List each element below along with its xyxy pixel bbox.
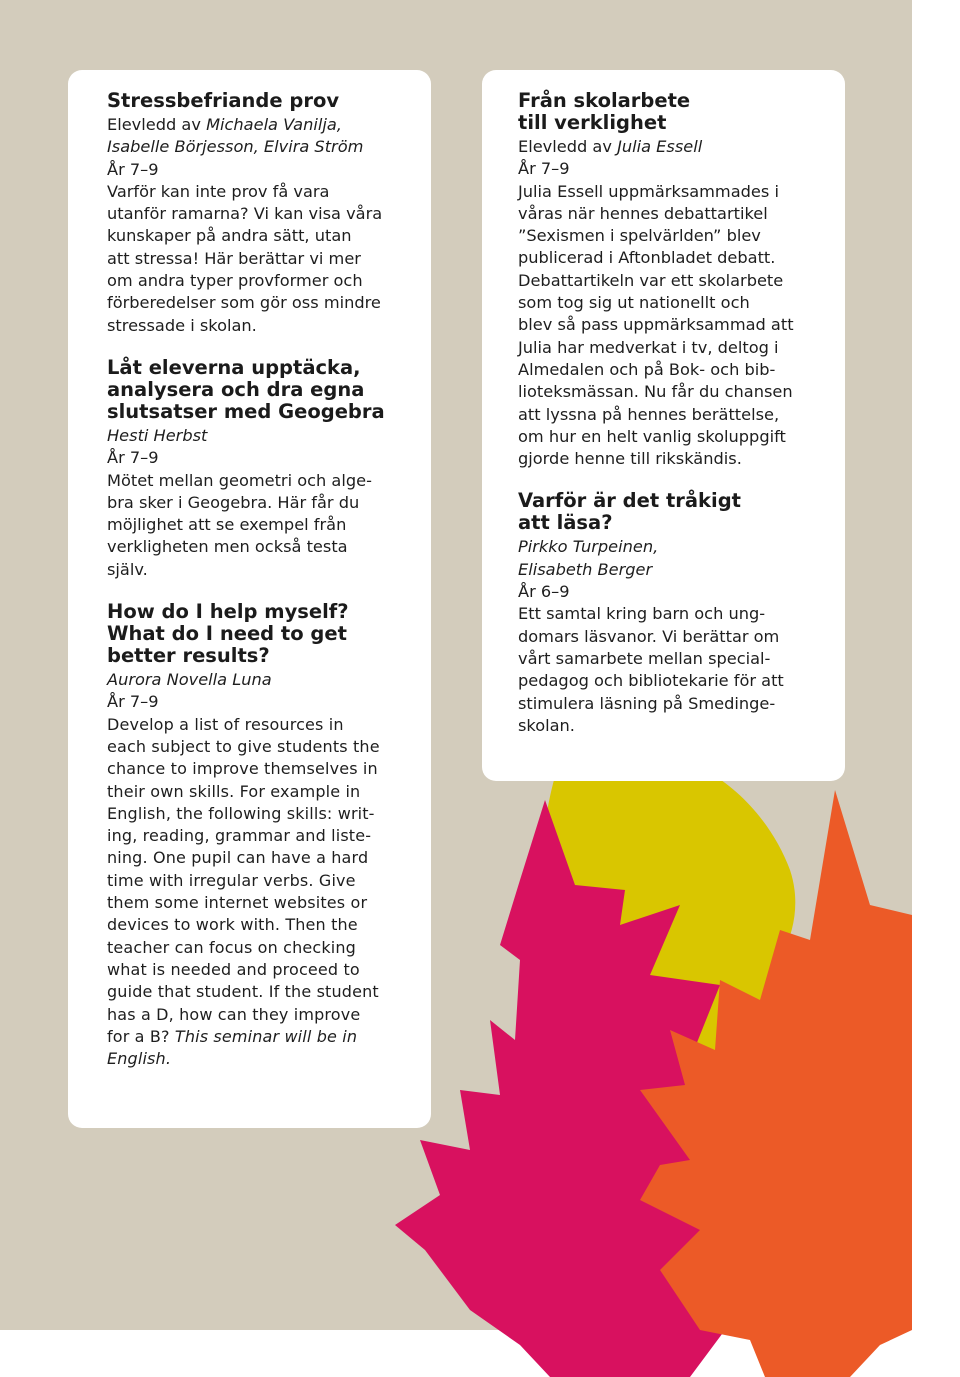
description-line: att lyssna på hennes berättelse, xyxy=(518,404,780,424)
description-line: their own skills. For example in xyxy=(107,781,361,801)
description-text: for a B? xyxy=(107,1026,175,1046)
presenter-names: Julia Essell xyxy=(617,137,703,156)
description-line: om andra typer provformer och xyxy=(107,271,363,291)
session-stressbefriande-prov xyxy=(107,90,417,337)
title-line: better results? xyxy=(107,644,270,668)
description-line: Develop a list of resources in xyxy=(107,714,344,734)
session-description xyxy=(107,181,417,337)
description-line: domars läsvanor. Vi berättar om xyxy=(518,626,780,646)
description-line: publicerad i Aftonbladet debatt. xyxy=(518,248,776,268)
description-line: utanför ramarna? Vi kan visa våra xyxy=(107,204,383,224)
description-line: what is needed and proceed to xyxy=(107,959,360,979)
description-line: English, the following skills: writ- xyxy=(107,803,375,823)
session-varfor-ar-det-trakigt xyxy=(518,490,831,737)
presenter-names: Michaela Vanilja, xyxy=(206,115,342,134)
description-line: Varför kan inte prov få vara xyxy=(107,181,330,201)
presenter-line xyxy=(107,114,417,136)
session-description xyxy=(107,470,417,581)
session-description xyxy=(518,603,831,737)
description-line: guide that student. If the student xyxy=(107,982,379,1002)
description-line: stimulera läsning på Smedinge- xyxy=(518,693,776,713)
presenter-names: Pirkko Turpeinen, xyxy=(518,537,659,557)
description-line: själv. xyxy=(107,559,148,579)
description-line: each subject to give students the xyxy=(107,736,380,756)
language-note: This seminar will be in xyxy=(174,1026,358,1046)
description-line: Debattartikeln var ett skolarbete xyxy=(518,270,784,290)
description-line: has a D, how can they improve xyxy=(107,1004,361,1024)
description-line: kunskaper på andra sätt, utan xyxy=(107,226,352,246)
grade-label: År 7–9 xyxy=(107,448,159,468)
session-fran-skolarbete xyxy=(518,90,831,470)
description-line xyxy=(107,1026,417,1048)
grade-label: År 6–9 xyxy=(518,582,570,602)
description-line: Ett samtal kring barn och ung- xyxy=(518,604,766,624)
title-line: Varför är det tråkigt xyxy=(518,489,741,513)
title-line: How do I help myself? xyxy=(107,600,349,624)
title-line: till verklighet xyxy=(518,111,667,134)
description-line: våras när hennes debattartikel xyxy=(518,203,768,223)
description-line: Mötet mellan geometri och alge- xyxy=(107,470,372,490)
session-title xyxy=(107,601,417,667)
description-line: stressade i skolan. xyxy=(107,315,257,335)
description-line: devices to work with. Then the xyxy=(107,915,358,935)
session-title xyxy=(107,357,417,423)
grade-label: År 7–9 xyxy=(107,159,159,179)
description-line: verkligheten men också testa xyxy=(107,537,348,557)
title-line: analysera och dra egna xyxy=(107,377,365,401)
description-line: teacher can focus on checking xyxy=(107,937,356,957)
description-line: förberedelser som gör oss mindre xyxy=(107,293,381,313)
language-note-cont: English. xyxy=(107,1049,172,1069)
description-line: om hur en helt vanlig skoluppgift xyxy=(518,426,786,446)
presenter-names: Hesti Herbst xyxy=(107,425,208,445)
description-line: Julia Essell uppmärksammades i xyxy=(518,181,779,201)
title-line: Låt eleverna upptäcka, xyxy=(107,355,361,379)
presenter-names-cont: Elisabeth Berger xyxy=(518,559,653,579)
title-line: What do I need to get xyxy=(107,622,347,646)
grade-label: År 7–9 xyxy=(518,159,570,179)
presenter-line xyxy=(518,136,831,158)
session-geogebra xyxy=(107,357,417,581)
description-line: Almedalen och på Bok- och bib- xyxy=(518,359,776,379)
description-line: pedagog och bibliotekarie för att xyxy=(518,671,784,691)
session-title: Stressbefriande prov xyxy=(107,89,340,112)
description-line: att stressa! Här berättar vi mer xyxy=(107,248,361,268)
description-line: möjlighet att se exempel från xyxy=(107,515,347,535)
session-description xyxy=(518,181,831,471)
description-line: som tog sig ut nationellt och xyxy=(518,293,750,313)
description-line: bra sker i Geogebra. Här får du xyxy=(107,492,360,512)
description-line: skolan. xyxy=(518,715,575,735)
description-line: time with irregular verbs. Give xyxy=(107,870,356,890)
presenter-prefix: Elevledd av xyxy=(107,115,207,134)
description-line: ing, reading, grammar and liste- xyxy=(107,826,372,846)
session-title xyxy=(518,90,831,134)
title-line: Från skolarbete xyxy=(518,89,691,112)
description-line: vårt samarbete mellan special- xyxy=(518,648,771,668)
session-how-do-i-help-myself xyxy=(107,601,417,1070)
description-line: lioteksmässan. Nu får du chansen xyxy=(518,382,793,402)
presenter-names-cont: Isabelle Börjesson, Elvira Ström xyxy=(107,137,364,157)
presenter-prefix: Elevledd av xyxy=(518,137,618,156)
right-info-card xyxy=(482,70,845,781)
presenter-names: Aurora Novella Luna xyxy=(107,670,272,690)
grade-label: År 7–9 xyxy=(107,692,159,712)
title-line: slutsatser med Geogebra xyxy=(107,399,385,423)
description-line: gjorde henne till rikskändis. xyxy=(518,449,742,469)
session-description xyxy=(107,714,417,1071)
description-line: them some internet websites or xyxy=(107,893,368,913)
description-line: blev så pass uppmärksammad att xyxy=(518,315,794,335)
description-line: ning. One pupil can have a hard xyxy=(107,848,369,868)
description-line: Julia har medverkat i tv, deltog i xyxy=(518,337,779,357)
title-line: att läsa? xyxy=(518,511,613,535)
description-line: ”Sexismen i spelvärlden” blev xyxy=(518,226,761,246)
session-title xyxy=(518,490,831,534)
left-info-card xyxy=(68,70,431,1128)
description-line: chance to improve themselves in xyxy=(107,759,378,779)
